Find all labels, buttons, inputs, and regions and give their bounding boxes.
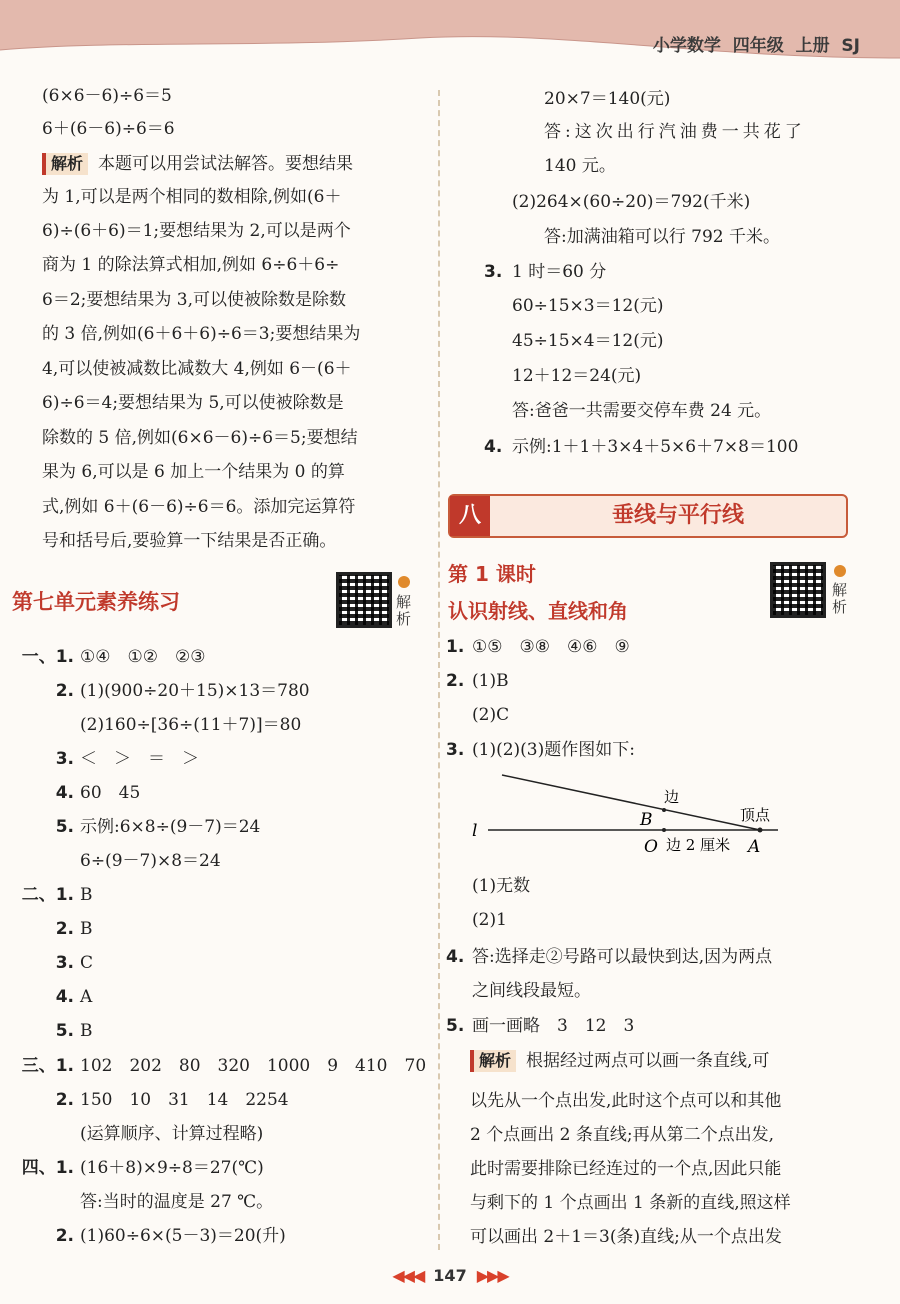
answer-row: 3. ＜ ＞ ＝ ＞ — [55, 749, 199, 769]
eq-line: 12＋12＝24(元) — [512, 366, 642, 386]
analysis-line: 解析 根据经过两点可以画一条直线,可 — [470, 1050, 769, 1072]
answer-row: 2. B — [55, 919, 93, 939]
column-divider — [438, 90, 440, 1250]
answer-row: 4. A — [55, 987, 93, 1007]
answer-row: 答:当时的温度是 27 ℃。 — [80, 1192, 274, 1212]
eq-line: 答:爸爸一共需要交停车费 24 元。 — [512, 401, 772, 421]
prev-arrows-icon: ◀◀◀ — [392, 1266, 424, 1285]
next-arrows-icon: ▶▶▶ — [476, 1266, 508, 1285]
analysis-line: 与剩下的 1 个点画出 1 条新的直线,照这样 — [470, 1193, 791, 1213]
answer-row: 5. B — [55, 1021, 93, 1041]
play-icon — [398, 576, 410, 588]
eq-line: 示例:1＋1＋3×4＋5×6＋7×8＝100 — [512, 437, 799, 457]
answer-row: 5. 示例:6×8÷(9－7)＝24 — [55, 817, 261, 837]
header-info: 小学数学 四年级 上册 SJ — [652, 36, 860, 56]
answer-row: 一、1. ①④ ①② ②③ — [21, 647, 206, 667]
answer-row: 2. (1)(900÷20＋15)×13＝780 — [55, 681, 310, 701]
unit7-title: 第七单元素养练习 — [12, 590, 180, 614]
answer-row: (2)C — [472, 705, 510, 725]
eq-line: 6＋(6－6)÷6＝6 — [42, 119, 175, 139]
eq-line: 140 元。 — [544, 156, 616, 176]
answer-row: (2)160÷[36÷(11＋7)]＝80 — [80, 715, 302, 735]
analysis-line: 6＝2;要想结果为 3,可以使被除数是除数 — [42, 290, 346, 310]
qr-code[interactable] — [336, 572, 392, 628]
q-num: 3. — [484, 262, 503, 282]
page-footer — [0, 1266, 900, 1285]
analysis-line: 可以画出 2＋1＝3(条)直线;从一个点出发 — [470, 1227, 782, 1247]
chapter-bar — [448, 494, 848, 538]
q-num: 4. — [484, 437, 503, 457]
eq-line: 1 时＝60 分 — [512, 262, 607, 282]
analysis-line: 4,可以使被减数比减数大 4,例如 6－(6＋ — [42, 359, 352, 379]
answer-row: 2. (1)60÷6×(5－3)＝20(升) — [55, 1226, 286, 1246]
answer-row: (运算顺序、计算过程略) — [80, 1124, 264, 1144]
figure-label-l: l — [472, 821, 478, 841]
analysis-line: 解析 本题可以用尝试法解答。要想结果 — [42, 153, 353, 175]
analysis-tag: 解析 — [470, 1050, 516, 1072]
lesson-title: 第 1 课时 — [448, 562, 536, 586]
figure-label-edge: 边 — [664, 788, 680, 806]
analysis-line: 此时需要排除已经连过的一个点,因此只能 — [470, 1159, 782, 1179]
eq-line: 画一画略 3 12 3 — [472, 1016, 635, 1036]
eq-line: (2)1 — [472, 910, 507, 930]
eq-line: 之间线段最短。 — [472, 981, 591, 1001]
eq-line: (2)264×(60÷20)＝792(千米) — [512, 192, 751, 212]
answer-row: 四、1. (16＋8)×9÷8＝27(℃) — [21, 1158, 264, 1178]
analysis-line: 以先从一个点出发,此时这个点可以和其他 — [470, 1091, 782, 1111]
figure-label-o: O — [644, 837, 658, 857]
qr-label: 解析 — [396, 593, 412, 628]
q-num: 4. — [446, 947, 465, 967]
q-num: 5. — [446, 1016, 465, 1036]
analysis-line: 商为 1 的除法算式相加,例如 6÷6＋6÷ — [42, 255, 340, 275]
analysis-line: 6)÷(6＋6)＝1;要想结果为 2,可以是两个 — [42, 221, 351, 241]
figure-label-a: A — [748, 837, 761, 857]
qr-label: 解析 — [832, 581, 848, 616]
qr-code[interactable] — [770, 562, 826, 618]
answer-row: 1. ①⑤ ③⑧ ④⑥ ⑨ — [446, 637, 630, 657]
lesson-subtitle: 认识射线、直线和角 — [448, 599, 628, 623]
eq-line: 答:选择走②号路可以最快到达,因为两点 — [472, 947, 773, 967]
answer-row: 2. 150 10 31 14 2254 — [55, 1090, 289, 1110]
eq-line: (1)无数 — [472, 876, 531, 896]
analysis-line: 果为 6,可以是 6 加上一个结果为 0 的算 — [42, 462, 345, 482]
ray-line-figure — [460, 770, 790, 860]
answer-row: 三、1. 102 202 80 320 1000 9 410 70 — [21, 1056, 427, 1076]
figure-label-vertex: 顶点 — [740, 806, 771, 824]
analysis-line: 6)÷6＝4;要想结果为 5,可以使被除数是 — [42, 393, 344, 413]
analysis-tag: 解析 — [42, 153, 88, 175]
page-number: 147 — [433, 1266, 467, 1285]
analysis-line: 的 3 倍,例如(6＋6＋6)÷6＝3;要想结果为 — [42, 324, 361, 344]
answer-row: 2. (1)B — [446, 671, 509, 691]
eq-line: 答:加满油箱可以行 792 千米。 — [544, 227, 780, 247]
eq-line: 60÷15×3＝12(元) — [512, 296, 664, 316]
figure-label-length: 边 2 厘米 — [666, 836, 731, 854]
eq-line: (6×6－6)÷6＝5 — [42, 86, 172, 106]
eq-line: 答:这次出行汽油费一共花了 — [544, 122, 806, 142]
answer-row: 二、1. B — [21, 885, 93, 905]
analysis-line: 除数的 5 倍,例如(6×6－6)÷6＝5;要想结 — [42, 428, 358, 448]
analysis-line: 式,例如 6＋(6－6)÷6＝6。添加完运算符 — [42, 497, 356, 517]
analysis-line: 号和括号后,要验算一下结果是否正确。 — [42, 531, 337, 551]
analysis-line: 为 1,可以是两个相同的数相除,例如(6＋ — [42, 187, 342, 207]
chapter-title: 垂线与平行线 — [611, 503, 744, 528]
answer-row: 6÷(9－7)×8＝24 — [80, 851, 221, 871]
figure-label-b: B — [640, 810, 653, 830]
eq-line: 45÷15×4＝12(元) — [512, 331, 664, 351]
eq-line: 20×7＝140(元) — [544, 89, 671, 109]
analysis-line: 2 个点画出 2 条直线;再从第二个点出发, — [470, 1125, 774, 1145]
answer-row: 3. C — [55, 953, 94, 973]
play-icon — [834, 565, 846, 577]
answer-row: 4. 60 45 — [55, 783, 141, 803]
chapter-number: 八 — [450, 496, 490, 536]
answer-row: 3. (1)(2)(3)题作图如下: — [446, 740, 635, 760]
